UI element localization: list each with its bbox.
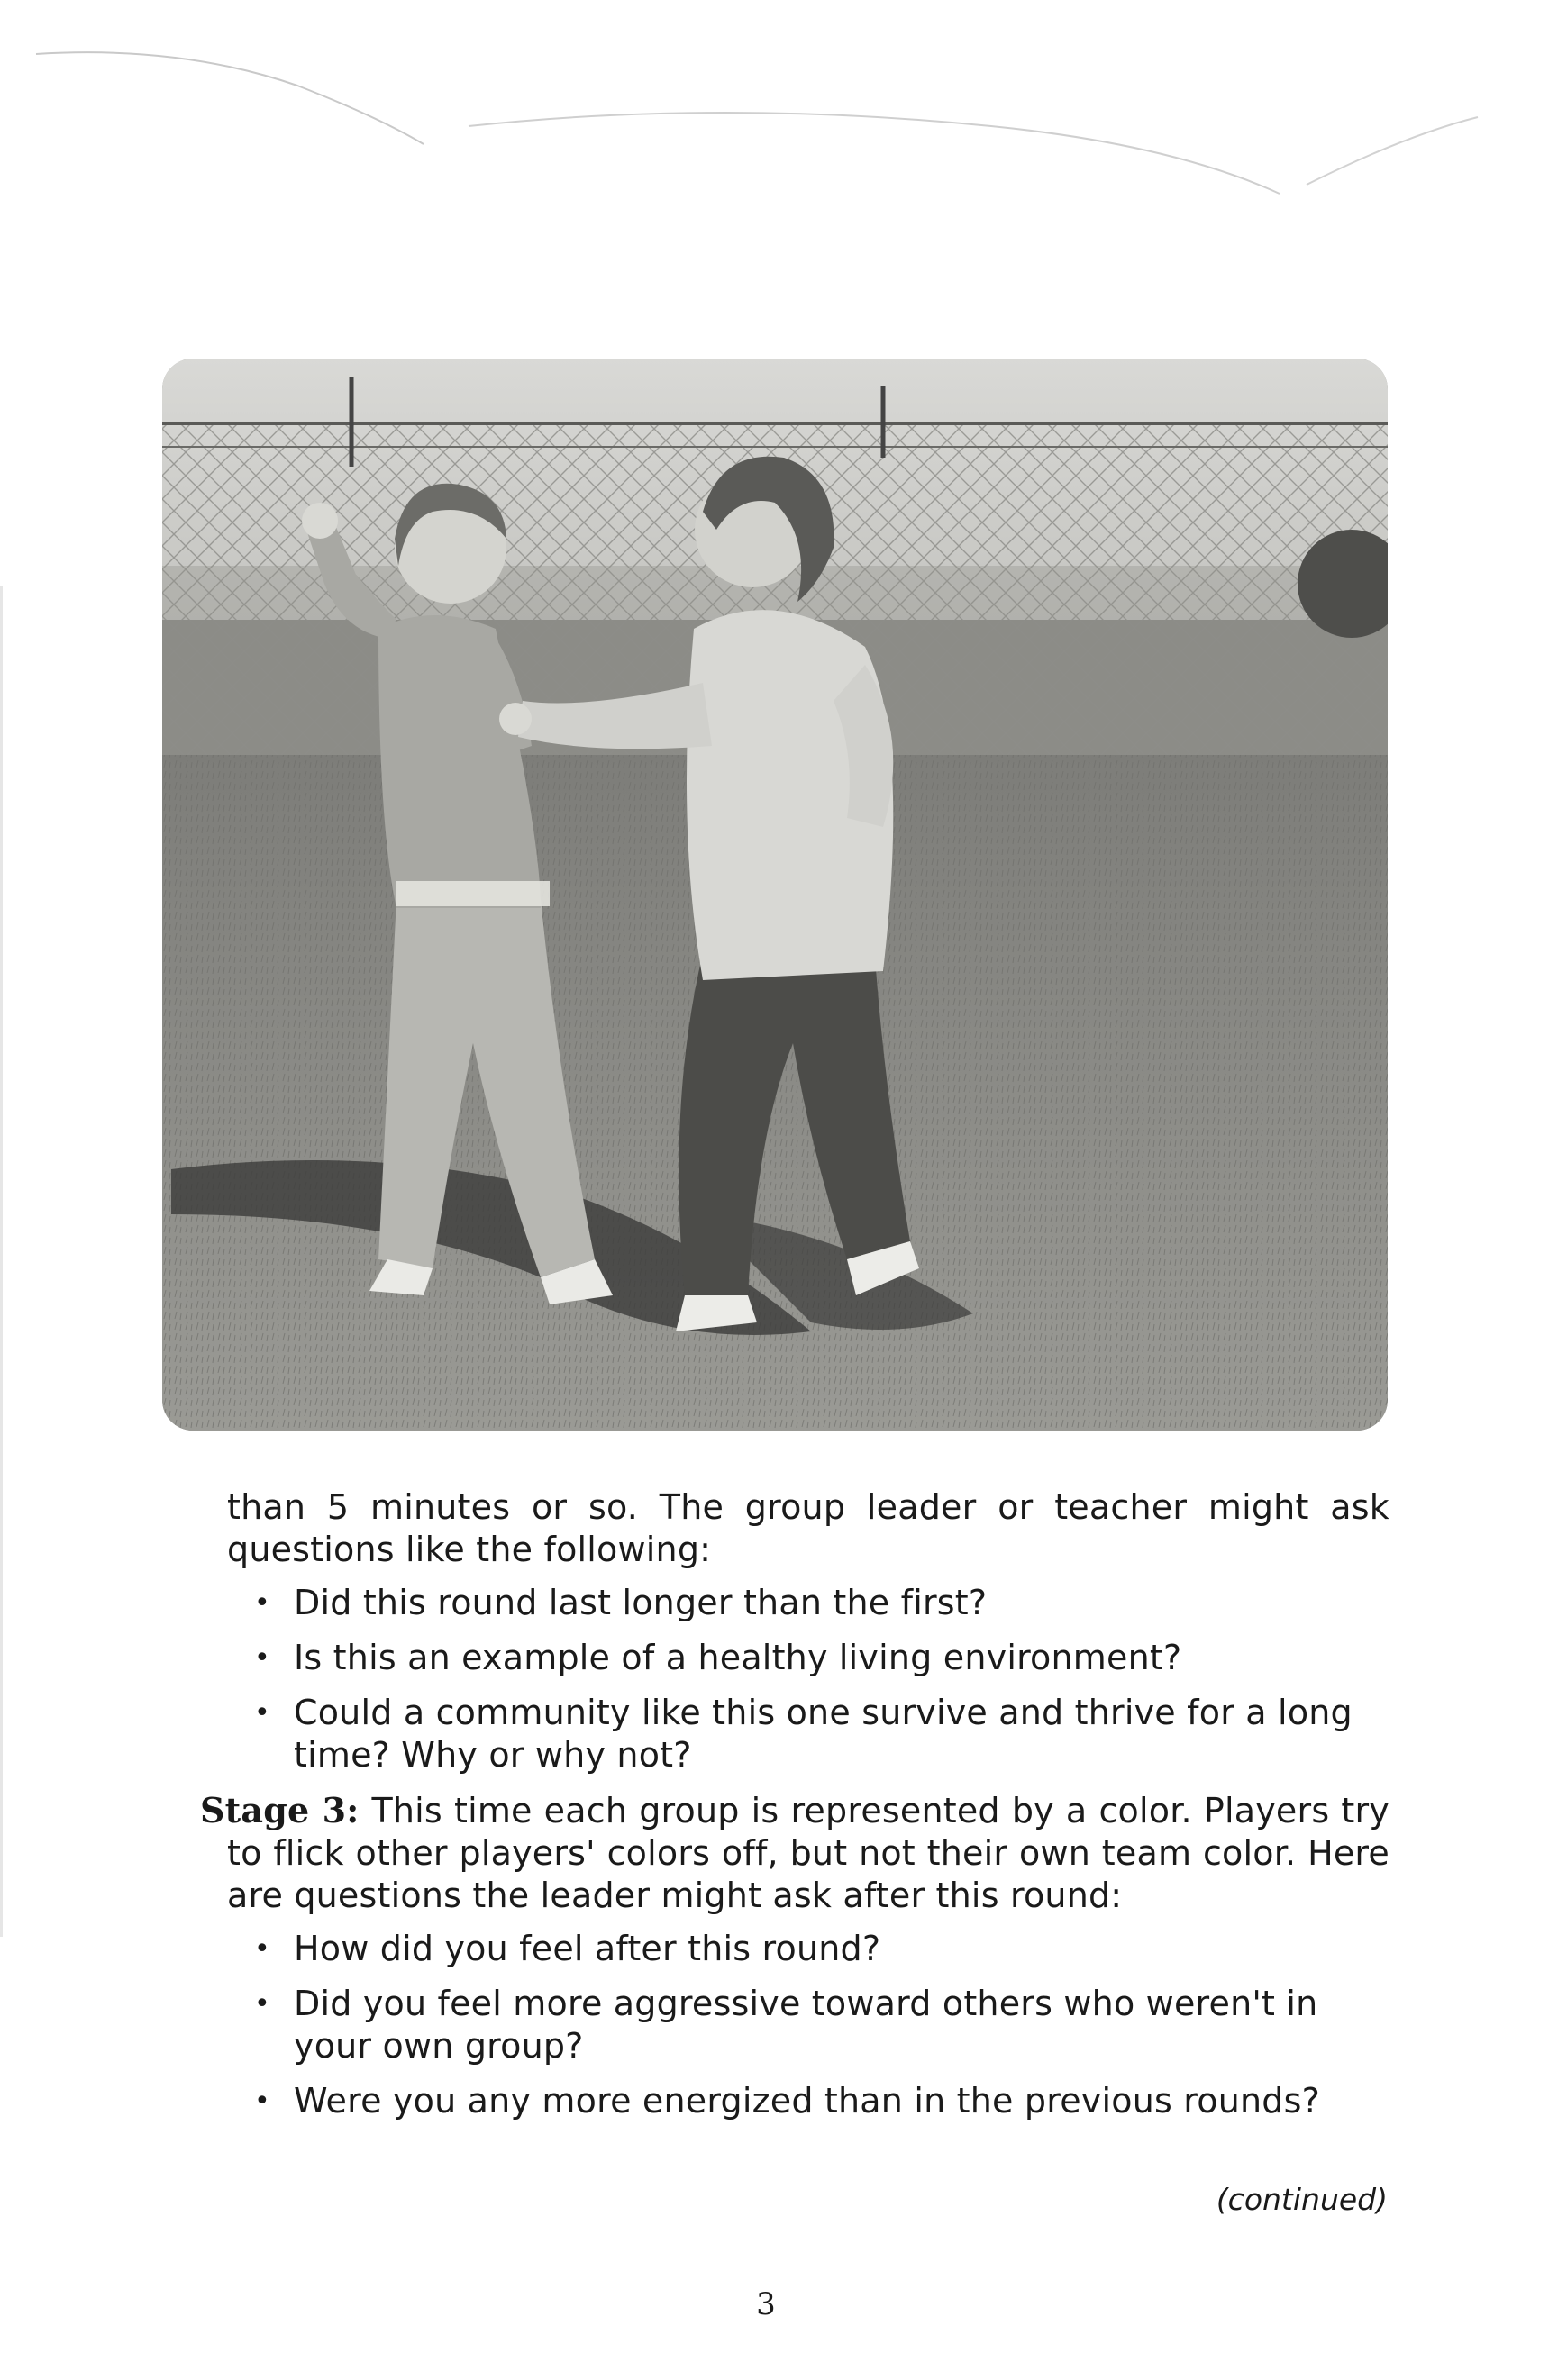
question-text: Could a community like this one survive and thrive for a long time? Why or why not?	[294, 1693, 1353, 1775]
body-text	[200, 1486, 1389, 2135]
photo	[162, 359, 1388, 1431]
bullet-icon: •	[254, 1697, 270, 1729]
question-text: How did you feel after this round?	[294, 1929, 881, 1968]
stage3-label: Stage 3:	[200, 1790, 360, 1830]
question-text: Were you any more energized than in the previous rounds?	[294, 2081, 1320, 2121]
stage3-text: This time each group is represented by a color. Players try to flick other players' colors off, but not their own team color. Here are questions the leader might ask after this round:	[227, 1791, 1389, 1915]
list-item	[254, 1692, 1389, 1776]
bullet-icon: •	[254, 1587, 270, 1619]
scan-marks	[0, 0, 1567, 234]
list-item	[254, 1637, 1389, 1679]
bullet-icon: •	[254, 1642, 270, 1674]
photo-two-girls-playing-icon	[162, 359, 1388, 1431]
stage3-paragraph	[200, 1789, 1389, 1917]
bullet-icon: •	[254, 1933, 270, 1965]
intro-paragraph: than 5 minutes or so. The group leader or teacher might ask questions like the following:	[227, 1487, 1389, 1569]
page-number: 3	[756, 2286, 776, 2322]
question-text: Did this round last longer than the first?	[294, 1583, 988, 1622]
bullet-icon: •	[254, 1988, 270, 2020]
continued-note: (continued)	[1216, 2182, 1388, 2217]
list-item	[254, 1983, 1389, 2067]
list-item	[254, 1928, 1389, 1970]
scan-edge	[0, 586, 3, 1937]
question-text: Is this an example of a healthy living environment?	[294, 1638, 1182, 1677]
question-text: Did you feel more aggressive toward others who weren't in your own group?	[294, 1984, 1318, 2066]
list-item	[254, 2080, 1389, 2122]
list-item	[254, 1582, 1389, 1624]
bullet-icon: •	[254, 2085, 270, 2117]
stage3-question-list	[227, 1928, 1389, 2122]
round2-question-list	[227, 1582, 1389, 1776]
